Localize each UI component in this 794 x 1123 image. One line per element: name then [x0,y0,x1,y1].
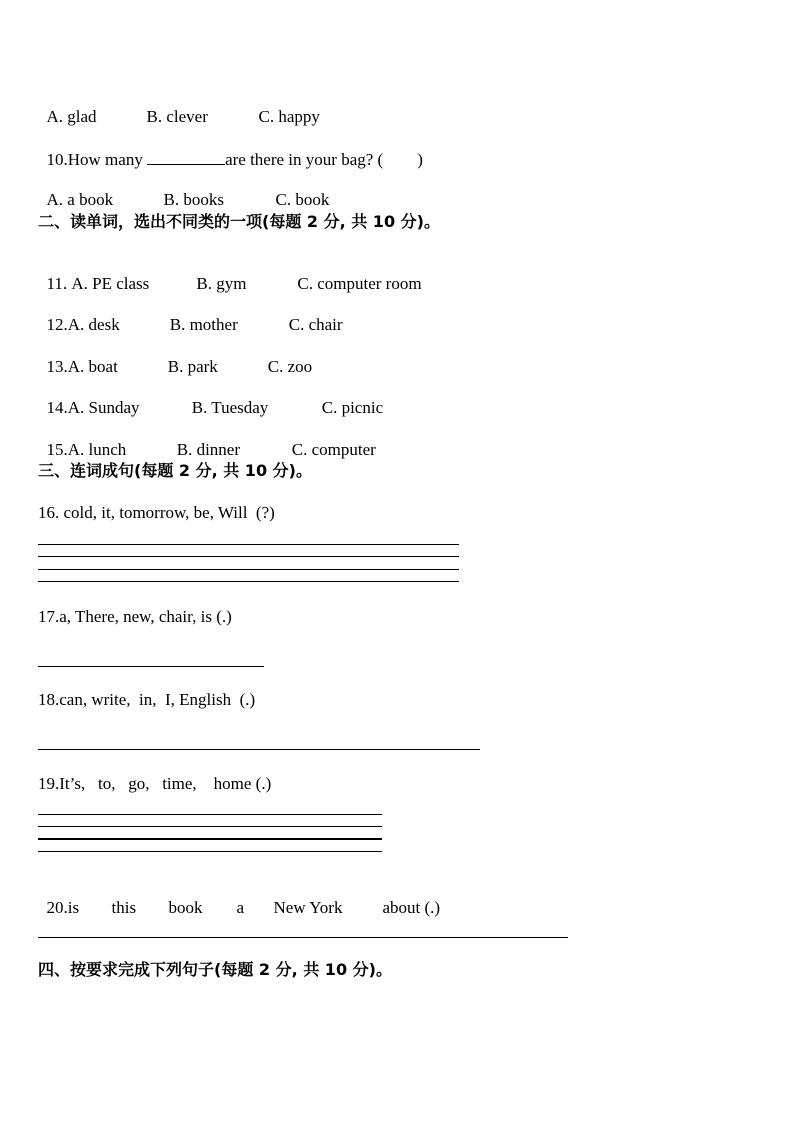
section4-heading: 四、按要求完成下列句子(每题 2 分, 共 10 分)。 [38,960,392,979]
q9-option-a: A. glad [46,107,97,126]
q13-option-a: A. boat [67,357,118,376]
q10-suffix: are there in your bag? ( ) [225,150,423,169]
q20-answer-line[interactable] [38,937,568,938]
q13-option-c: C. zoo [267,357,313,376]
q11-option-b: B. gym [196,274,247,293]
q11-option-c: C. computer room [297,274,422,293]
q19-question: 19.It’s, to, go, time, home (.) [38,774,272,793]
q20-word: New York [273,898,343,917]
q15-option-c: C. computer [291,440,376,459]
q18-question: 18.can, write, in, I, English (.) [38,690,256,709]
q15-option-a: A. lunch [67,440,127,459]
q14-item [38,378,383,418]
q13-number: 13. [46,357,68,376]
q20-word: 20.is [46,898,80,917]
q12-option-a: A. desk [67,315,120,334]
q9-option-b: B. clever [146,107,208,126]
q20-word: this [111,898,137,917]
q19-answer-line[interactable] [38,838,382,840]
section2-heading: 二、读单词，选出不同类的一项(每题 2 分, 共 10 分)。 [38,212,440,231]
q11-item [38,254,422,294]
q10-question [38,129,423,170]
q16-answer-line[interactable] [38,556,459,557]
q19-answer-line[interactable] [38,826,382,827]
q16-question: 16. cold, it, tomorrow, be, Will (?) [38,503,275,522]
q17-answer-line[interactable] [38,666,264,667]
q12-option-c: C. chair [288,315,343,334]
q11-option-a: A. PE class [71,274,150,293]
section3-heading: 三、连词成句(每题 2 分, 共 10 分)。 [38,461,312,480]
q13-option-b: B. park [167,357,218,376]
q16-answer-line[interactable] [38,581,459,582]
q18-answer-line[interactable] [38,749,480,750]
q11-number: 11. [46,274,72,293]
q10-answer-blank[interactable] [147,149,225,165]
q19-answer-line[interactable] [38,814,382,815]
q14-option-b: B. Tuesday [191,398,269,417]
q12-number: 12. [46,315,68,334]
q15-number: 15. [46,440,68,459]
q16-answer-line[interactable] [38,569,459,570]
q10-prefix: 10.How many [46,150,148,169]
q14-option-a: A. Sunday [67,398,140,417]
q13-item [38,337,312,377]
q20-word: book [168,898,203,917]
q15-option-b: B. dinner [176,440,241,459]
q12-item [38,295,343,335]
q20-word: a [236,898,245,917]
q9-option-c: C. happy [258,107,320,126]
q15-item [38,420,376,460]
q14-option-c: C. picnic [321,398,384,417]
q20-question [38,878,440,918]
q10-option-a: A. a book [46,190,114,209]
q14-number: 14. [46,398,68,417]
q19-answer-line[interactable] [38,851,382,852]
q17-question: 17.a, There, new, chair, is (.) [38,607,232,626]
q10-option-c: C. book [275,190,330,209]
q12-option-b: B. mother [169,315,238,334]
q9-options [38,87,320,127]
q10-options [38,170,329,210]
q20-word: about (.) [382,898,441,917]
q16-answer-line[interactable] [38,544,459,545]
q10-option-b: B. books [163,190,224,209]
